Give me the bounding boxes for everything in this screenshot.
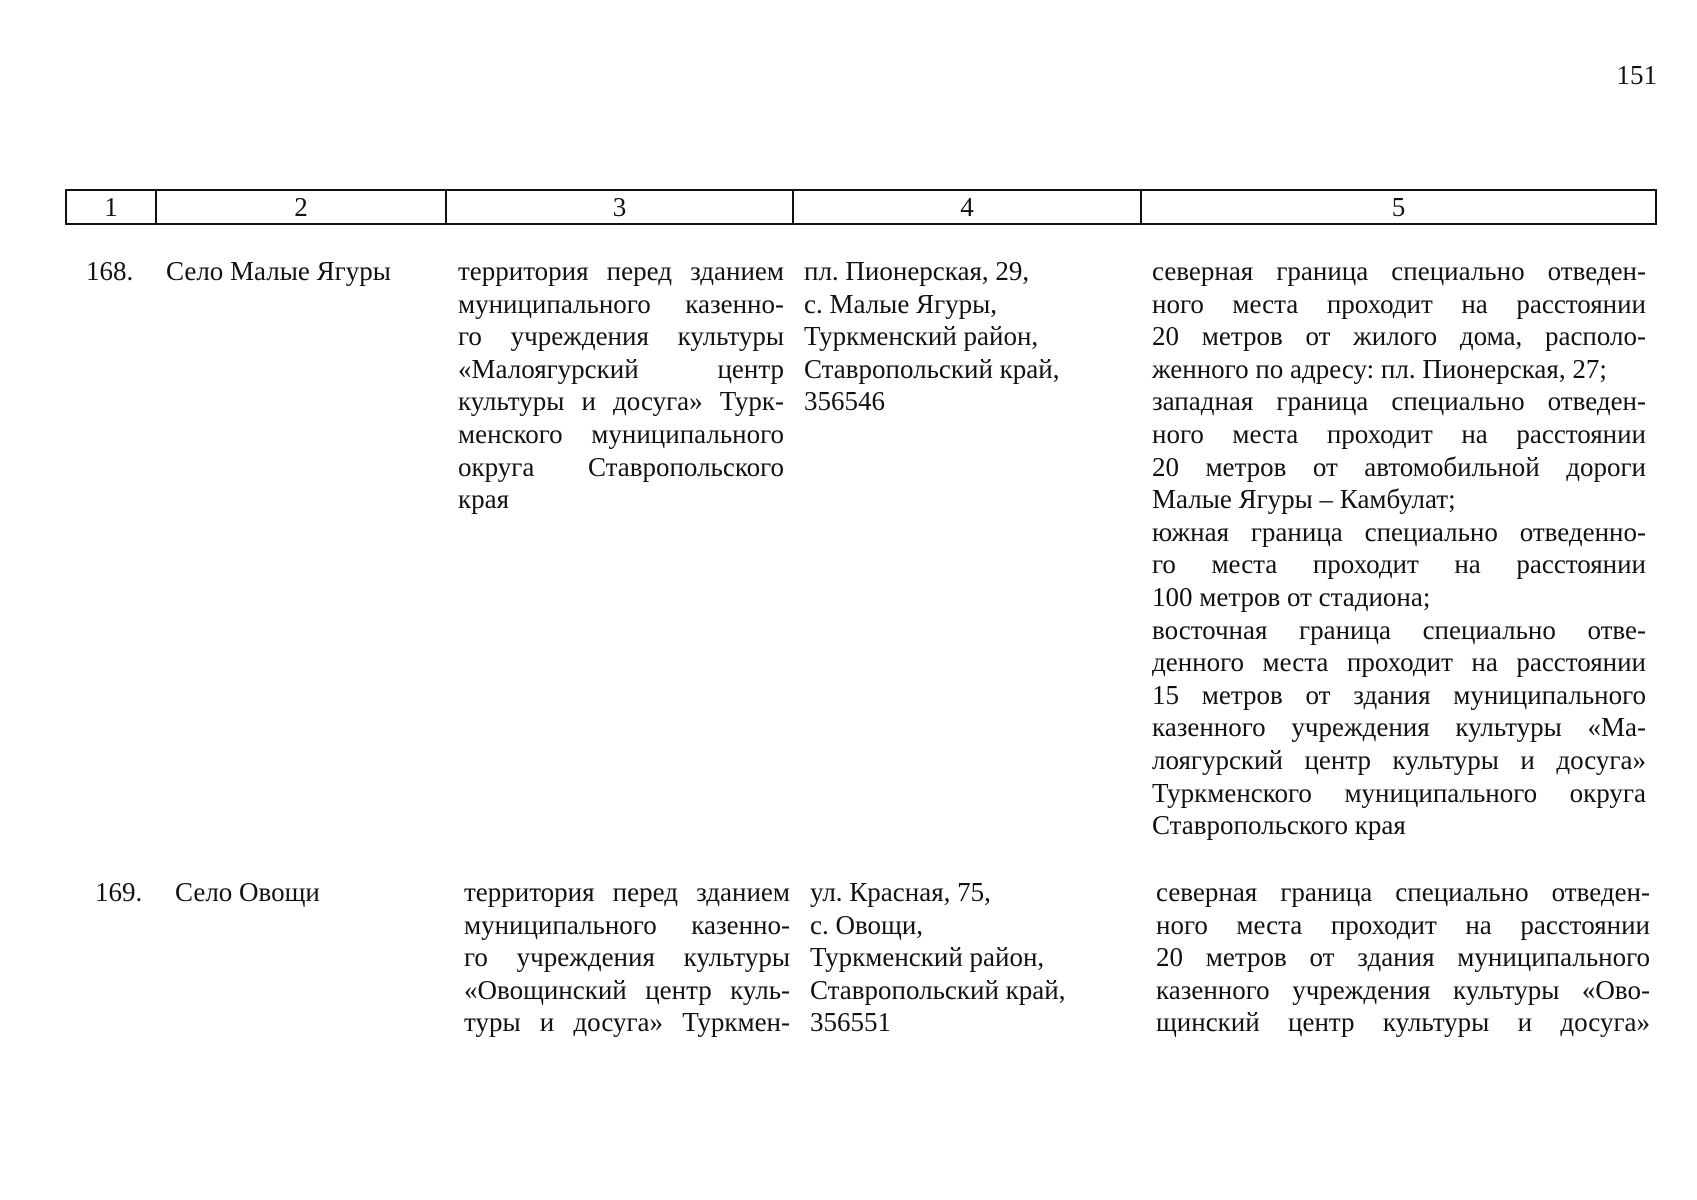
settlement-name: Село Малые Ягуры — [166, 256, 391, 286]
territory-line: туры и досуга» Туркмен- — [464, 1007, 790, 1038]
border-line: казенного учреждения культуры «Ово- — [1156, 974, 1650, 1005]
border-line: Малые Ягуры – Камбулат; — [1152, 484, 1456, 515]
territory-line: го учреждения культуры — [458, 321, 784, 352]
address-line: Ставропольский край, — [810, 974, 1066, 1005]
territory-description — [464, 876, 790, 1039]
territory-line: округа Ставропольского — [458, 451, 784, 482]
border-description — [1152, 255, 1646, 842]
territory-line: муниципального казенно- — [464, 909, 790, 940]
address-line: Ставропольский край, — [804, 353, 1060, 384]
address-line: 356546 — [804, 386, 885, 417]
page-number: 151 — [1616, 60, 1657, 90]
border-line: северная граница специально отведен- — [1156, 877, 1650, 907]
border-line: Туркменского муниципального округа — [1152, 777, 1646, 808]
address-line: с. Малые Ягуры, — [804, 288, 998, 319]
settlement-name: Село Овощи — [175, 877, 320, 907]
border-line: казенного учреждения культуры «Ма- — [1152, 712, 1646, 743]
border-line: Ставропольского края — [1152, 810, 1406, 841]
entry-number: 169. — [95, 877, 143, 907]
address-line: ул. Красная, 75, — [810, 877, 991, 907]
address-line: с. Овощи, — [810, 909, 924, 940]
territory-line: го учреждения культуры — [464, 942, 790, 973]
territory-line: менского муниципального — [458, 418, 784, 449]
border-line: 15 метров от здания муниципального — [1152, 679, 1646, 710]
column-header-1: 1 — [66, 190, 156, 224]
territory-line: территория перед зданием — [464, 877, 790, 907]
border-line: ного места проходит на расстоянии — [1152, 418, 1646, 449]
border-description — [1156, 876, 1650, 1039]
border-line: го места проходит на расстоянии — [1152, 549, 1646, 580]
address-line: Туркменский район, — [810, 942, 1045, 973]
territory-line: «Овощинский центр куль- — [464, 974, 790, 1005]
border-line: 100 метров от стадиона; — [1152, 581, 1431, 612]
border-line: щинский центр культуры и досуга» — [1156, 1007, 1650, 1038]
column-header-table — [65, 189, 1657, 225]
territory-line: культуры и досуга» Турк- — [458, 386, 784, 417]
column-header-2: 2 — [156, 190, 446, 224]
border-line: западная граница специально отведен- — [1152, 386, 1646, 417]
address — [810, 876, 1140, 1039]
border-line: восточная граница специально отве- — [1152, 614, 1646, 645]
border-line: ного места проходит на расстоянии — [1156, 909, 1650, 940]
border-line: лоягурский центр культуры и досуга» — [1152, 744, 1646, 775]
column-header-5: 5 — [1141, 190, 1656, 224]
address-line: 356551 — [810, 1007, 891, 1038]
address-line: Туркменский район, — [804, 321, 1039, 352]
border-line: денного места проходит на расстоянии — [1152, 647, 1646, 678]
column-header-row — [66, 190, 1656, 224]
territory-line: муниципального казенно- — [458, 288, 784, 319]
territory-description — [458, 255, 784, 516]
border-line: 20 метров от жилого дома, располо- — [1152, 321, 1646, 352]
territory-line: территория перед зданием — [458, 256, 784, 286]
territory-line: «Малоягурский центр — [458, 353, 784, 384]
border-line: женного по адресу: пл. Пионерская, 27; — [1152, 353, 1607, 384]
border-line: 20 метров от автомобильной дороги — [1152, 451, 1646, 482]
entry-number: 168. — [86, 256, 134, 286]
border-line: ного места проходит на расстоянии — [1152, 288, 1646, 319]
border-line: южная граница специально отведенно- — [1152, 516, 1646, 547]
border-line: северная граница специально отведен- — [1152, 256, 1646, 286]
address — [804, 255, 1134, 418]
column-header-3: 3 — [446, 190, 793, 224]
column-header-4: 4 — [793, 190, 1141, 224]
territory-line: края — [458, 484, 510, 515]
border-line: 20 метров от здания муниципального — [1156, 942, 1650, 973]
address-line: пл. Пионерская, 29, — [804, 256, 1030, 286]
